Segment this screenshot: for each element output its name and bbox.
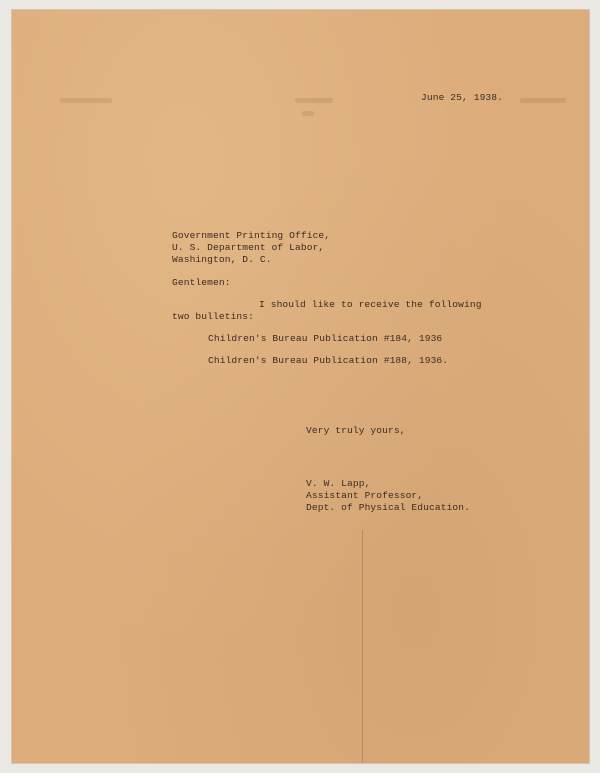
signature-department: Dept. of Physical Education.	[306, 502, 471, 513]
bulletin-item-1: Children's Bureau Publication #184, 1936	[208, 333, 443, 344]
signature-name: V. W. Lapp,	[306, 478, 371, 489]
body-line-2: two bulletins:	[172, 311, 255, 322]
bulletin-item-2: Children's Bureau Publication #188, 1936.	[208, 355, 449, 366]
letter-paper	[12, 10, 589, 763]
signature-title: Assistant Professor,	[306, 490, 424, 501]
paper-crease	[362, 530, 363, 763]
salutation: Gentlemen:	[172, 277, 231, 288]
recipient-address-line-1: Government Printing Office,	[172, 230, 331, 241]
recipient-address-line-3: Washington, D. C.	[172, 254, 272, 265]
show-through-mark	[520, 98, 566, 103]
show-through-mark	[60, 98, 112, 103]
letter-date: June 25, 1938.	[421, 92, 504, 103]
recipient-address-line-2: U. S. Department of Labor,	[172, 242, 325, 253]
body-line-1: I should like to receive the following	[259, 299, 482, 310]
show-through-mark	[302, 111, 314, 116]
closing: Very truly yours,	[306, 425, 406, 436]
show-through-mark	[295, 98, 333, 103]
